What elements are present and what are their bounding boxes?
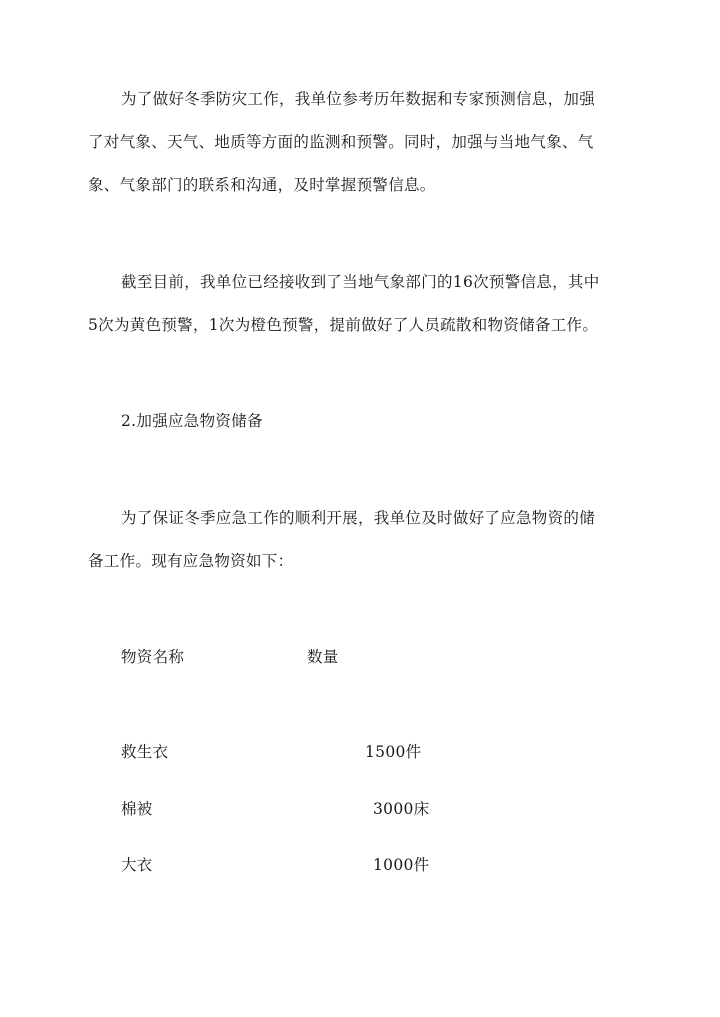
table-header-name: 物资名称	[121, 648, 185, 666]
paragraph-3-line-2: 备工作。现有应急物资如下：	[88, 552, 294, 570]
paragraph-3-line-1: 为了保证冬季应急工作的顺利开展，我单位及时做好了应急物资的储	[121, 509, 596, 527]
table-row-1-name: 救生衣	[121, 743, 169, 761]
paragraph-1-line-3: 象、气象部门的联系和沟通，及时掌握预警信息。	[88, 176, 436, 194]
paragraph-1-line-1: 为了做好冬季防灾工作，我单位参考历年数据和专家预测信息，加强	[121, 90, 596, 108]
section-heading: 2.加强应急物资储备	[121, 412, 263, 430]
paragraph-2-line-1: 截至目前，我单位已经接收到了当地气象部门的16次预警信息，其中	[121, 273, 600, 291]
table-row-2-quantity: 3000床	[373, 800, 430, 818]
table-row-1-quantity: 1500件	[365, 743, 422, 761]
paragraph-1-line-2: 了对气象、天气、地质等方面的监测和预警。同时，加强与当地气象、气	[88, 133, 594, 151]
table-row-3-name: 大衣	[121, 856, 153, 874]
table-row-2-name: 棉被	[121, 800, 153, 818]
table-row-3-quantity: 1000件	[373, 856, 430, 874]
paragraph-2-line-2: 5次为黄色预警，1次为橙色预警，提前做好了人员疏散和物资储备工作。	[88, 316, 599, 334]
table-header-quantity: 数量	[307, 648, 339, 666]
